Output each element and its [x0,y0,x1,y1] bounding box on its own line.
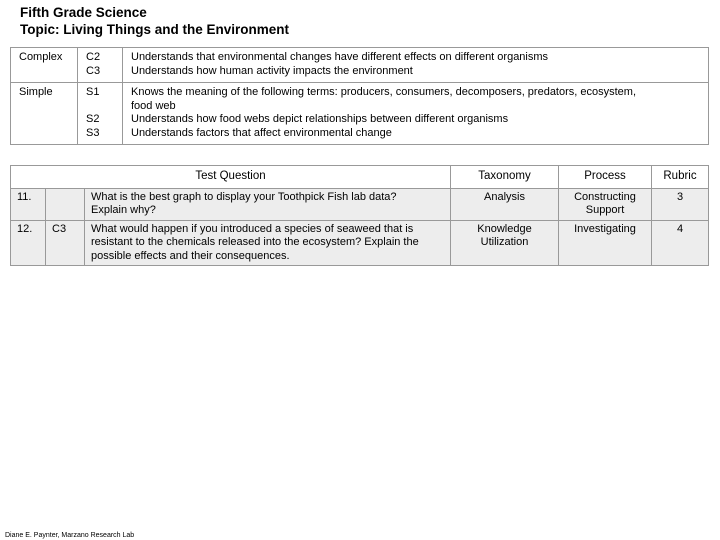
question-taxonomy [451,220,559,266]
goal-description: Understands how human activity impacts the environment [131,64,413,77]
page-title [20,4,289,38]
question-text-line: Explain why? [91,204,156,216]
question-goal-code [46,188,85,220]
title-line-grade: Fifth Grade Science [20,5,147,20]
goal-code: S3 [86,126,100,139]
goal-description: Understands that environmental changes have different effects on different organisms [131,51,549,63]
goal-description: Understands how food webs depict relationships between different organisms [131,113,509,125]
question-row [11,188,709,220]
level-descriptions [123,83,709,145]
question-text [85,220,451,266]
goal-code: S1 [86,86,100,98]
footer-credit: Diane E. Paynter, Marzano Research Lab [5,532,135,539]
question-rubric: 3 [652,188,709,220]
level-label: Simple [11,83,78,145]
question-process [559,220,652,266]
question-taxonomy [451,188,559,220]
level-codes [78,83,123,145]
learning-goals-table [10,47,709,145]
level-row-complex [11,48,709,83]
goal-code: C3 [86,64,101,77]
header-rubric: Rubric [652,166,709,189]
question-number: 11. [11,188,46,220]
test-questions-table [10,165,709,266]
question-text-line: resistant to the chemicals released into the ecosystem? Explain the [91,236,419,248]
title-line-topic: Topic: Living Things and the Environment [20,22,289,37]
question-process [559,188,652,220]
goal-description: food web [131,99,176,112]
question-goal-code: C3 [46,220,85,266]
goal-description: Understands factors that affect environmental change [131,126,392,139]
question-rubric: 4 [652,220,709,266]
goal-description: Knows the meaning of the following terms: producers, consumers, decomposers, predators, ecosystem, [131,86,637,98]
goal-code: C2 [86,51,101,63]
level-codes [78,48,123,83]
header-test-question: Test Question [11,166,451,189]
goal-code: S2 [86,113,100,125]
question-text-line: possible effects and their consequences. [91,249,290,262]
goal-code-spacer [86,100,114,114]
level-descriptions [123,48,709,83]
header-process: Process [559,166,652,189]
process-line: Investigating [574,222,636,235]
question-text [85,188,451,220]
process-line: Constructing [574,190,636,203]
level-label: Complex [11,48,78,83]
taxonomy-line: Analysis [484,190,525,203]
process-line: Support [585,204,625,216]
level-row-simple [11,83,709,145]
questions-header-row [11,166,709,189]
question-text-line: What would happen if you introduced a species of seaweed that is [91,222,414,235]
question-number: 12. [11,220,46,266]
taxonomy-line: Knowledge [477,222,532,235]
question-text-line: What is the best graph to display your Toothpick Fish lab data? [91,190,397,203]
header-taxonomy: Taxonomy [451,166,559,189]
taxonomy-line: Utilization [480,236,529,248]
question-row [11,220,709,266]
